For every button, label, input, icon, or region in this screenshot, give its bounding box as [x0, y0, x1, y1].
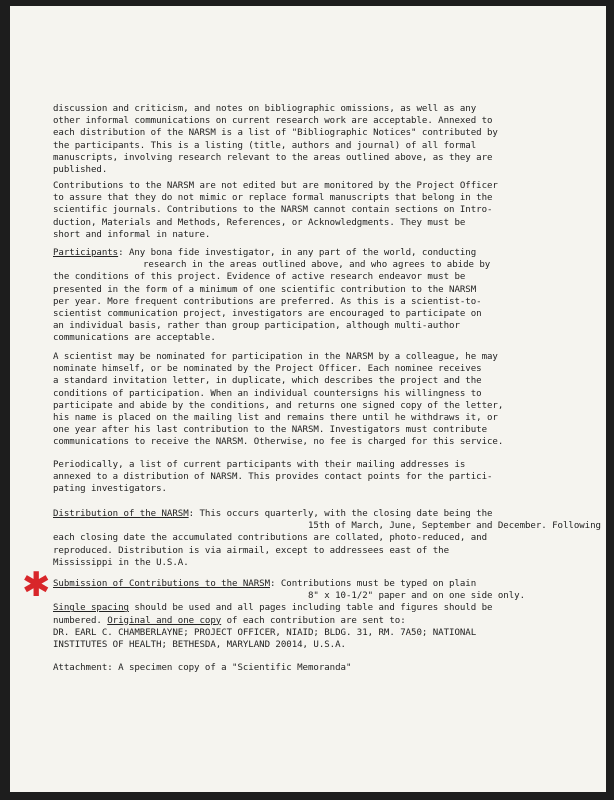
- paragraph-2: Contributions to the NARSM are not edited but are monitored by the Project Officer to assure that they do not mimic or replace formal manuscripts that belong in the scientific journals. Contributions to the NARSM cannot contain sections on Intro- duction, Materials and Methods, References, or Acknowledgments. They must be short and informal in nature.: [53, 181, 498, 240]
- paragraph-distribution: Distribution of the NARSM: This occurs quarterly, with the closing date being the 15th of March, June, September and December. Following each closing date the accumulated contributions are collated, photo-reduced, and reproduced. Distribution is via airmail, except to addressees east of the Mississippi in the U.S.A.: [53, 509, 601, 568]
- section-heading-distribution: Distribution of the NARSM: [53, 509, 189, 519]
- paragraph-periodically: Periodically, a list of current participants with their mailing addresses is annexed to a distribution of NARSM. This provides contact points for the partici- pating investigators.: [53, 460, 493, 495]
- attachment-note: Attachment: A specimen copy of a "Scientific Memoranda": [53, 663, 352, 673]
- section-heading-submission: Submission of Contributions to the NARSM: [53, 579, 270, 589]
- paragraph-nomination: A scientist may be nominated for participation in the NARSM by a colleague, he may nominate himself, or be nominated by the Project Officer. Each nominee receives a standard invitation letter, in duplicate, which describes the project and the conditions of participation. When an individual countersigns his willingness to participate and abide by the conditions, and returns one signed copy of the letter, his name is placed on the mailing list and remains there until he withdraws it, or one year after his last contribution to the NARSM. Investigators must contribute communications to receive the NARSM. Otherwise, no fee is charged for this service.: [53, 352, 504, 448]
- paragraph-1: discussion and criticism, and notes on bibliographic omissions, as well as any other informal communications on current research work are acceptable. Annexed to each distribution of the NARSM is a list of "Bibliographic Notices" contributed by the participants. This is a listing (title, authors and journal) of all formal manuscripts, involving research relevant to the areas outlined above, as they are published.: [53, 104, 498, 175]
- red-asterisk-annotation: ✱: [22, 565, 51, 605]
- scan-border: [0, 792, 614, 800]
- address-line-2: INSTITUTES OF HEALTH; BETHESDA, MARYLAND 20014, U.S.A.: [53, 639, 346, 650]
- section-heading-participants: Participants: [53, 248, 119, 258]
- paragraph-participants: Participants: Any bona fide investigator, in any part of the world, conducting research in the areas outlined above, and who agrees to abide by the conditions of this project. Evidence of active research endeavor must be presented in the form of a minimum of one scientific contribution to the NARSM per year. More frequent contributions are preferred. As this is a scientist-to- scientist communication project, investigators are encouraged to participate on an individual basis, rather than group participation, although multi-author communications are acceptable.: [53, 248, 491, 344]
- paragraph-submission: Submission of Contributions to the NARSM: Contributions must be typed on plain 8" x 10-1/2" paper and on one side only. Single spacing should be used and all pages including table and figures should be numbered. Original and one copy of each contribution are sent to: DR. EARL C. CHAMBERLAYNE; PROJECT OFFICER, NIAID; BLDG. 31, RM. 7A50; NATIONAL INSTITUTES OF HEALTH; BETHESDA, MARYLAND 20014, U.S.A.: [53, 578, 583, 651]
- address-line-1: DR. EARL C. CHAMBERLAYNE; PROJECT OFFICER, NIAID; BLDG. 31, RM. 7A50; NATIONAL: [53, 627, 477, 638]
